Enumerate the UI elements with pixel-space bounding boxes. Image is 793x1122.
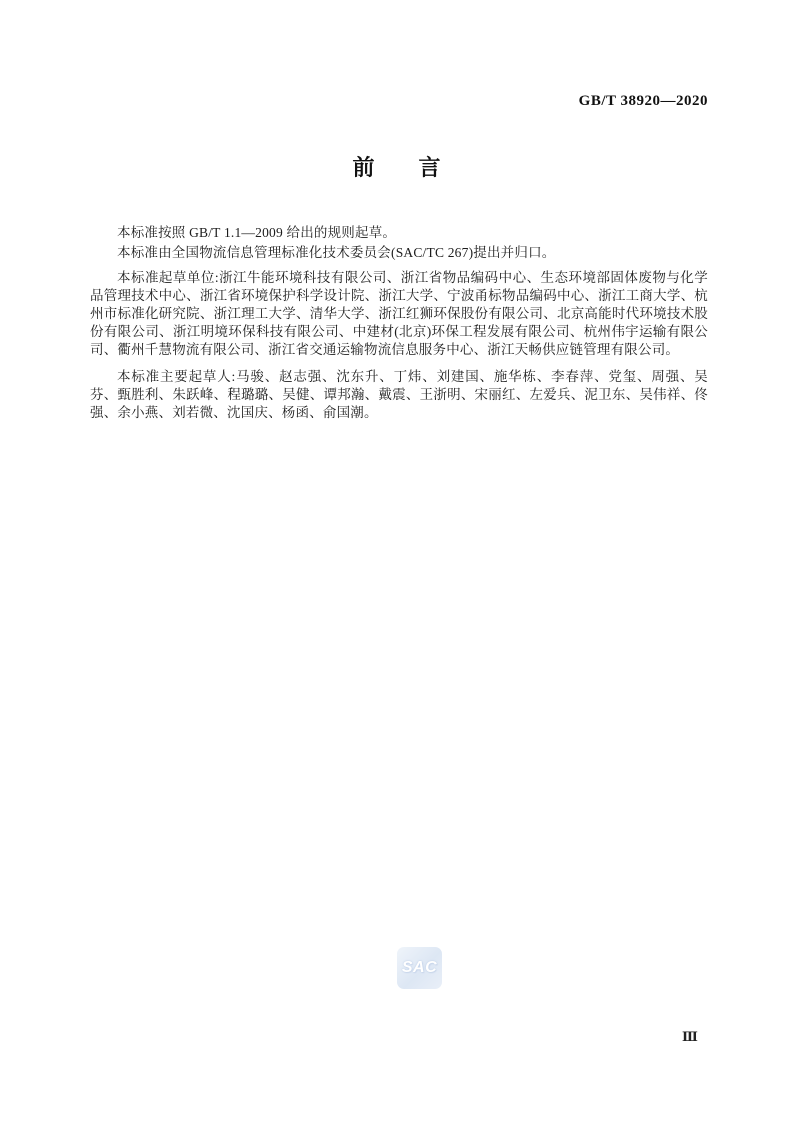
- foreword-body: [90, 224, 708, 422]
- paragraph-drafting-rules: 本标准按照 GB/T 1.1—2009 给出的规则起草。: [117, 225, 397, 240]
- sac-logo-watermark: [397, 947, 442, 989]
- paragraph-main-drafters: 本标准主要起草人:马骏、赵志强、沈东升、丁炜、刘建国、施华栋、李春萍、党玺、周强、吴芬、甄胜利、朱跃峰、程璐璐、吴健、谭邦瀚、戴震、王浙明、宋丽红、左爱兵、泥卫东、吴伟祥、佟强、余小燕、刘若微、沈国庆、杨函、俞国潮。: [90, 369, 708, 420]
- paragraph-drafting-organizations: 本标准起草单位:浙江牛能环境科技有限公司、浙江省物品编码中心、生态环境部固体废物与化学品管理技术中心、浙江省环境保护科学设计院、浙江大学、宁波甬标物品编码中心、浙江工商大学、杭州市标准化研究院、浙江理工大学、清华大学、浙江红狮环保股份有限公司、北京高能时代环境技术股份有限公司、浙江明境环保科技有限公司、中建材(北京)环保工程发展有限公司、杭州伟宇运输有限公司、衢州千慧物流有限公司、浙江省交通运输物流信息服务中心、浙江天畅供应链管理有限公司。: [90, 270, 708, 357]
- page-number: Ⅲ: [682, 1029, 698, 1044]
- sac-logo-text: SAC: [401, 959, 438, 976]
- page-title: 前 言: [352, 155, 441, 180]
- standard-number: GB/T 38920—2020: [578, 93, 708, 109]
- paragraph-proposed-by: 本标准由全国物流信息管理标准化技术委员会(SAC/TC 267)提出并归口。: [117, 245, 556, 260]
